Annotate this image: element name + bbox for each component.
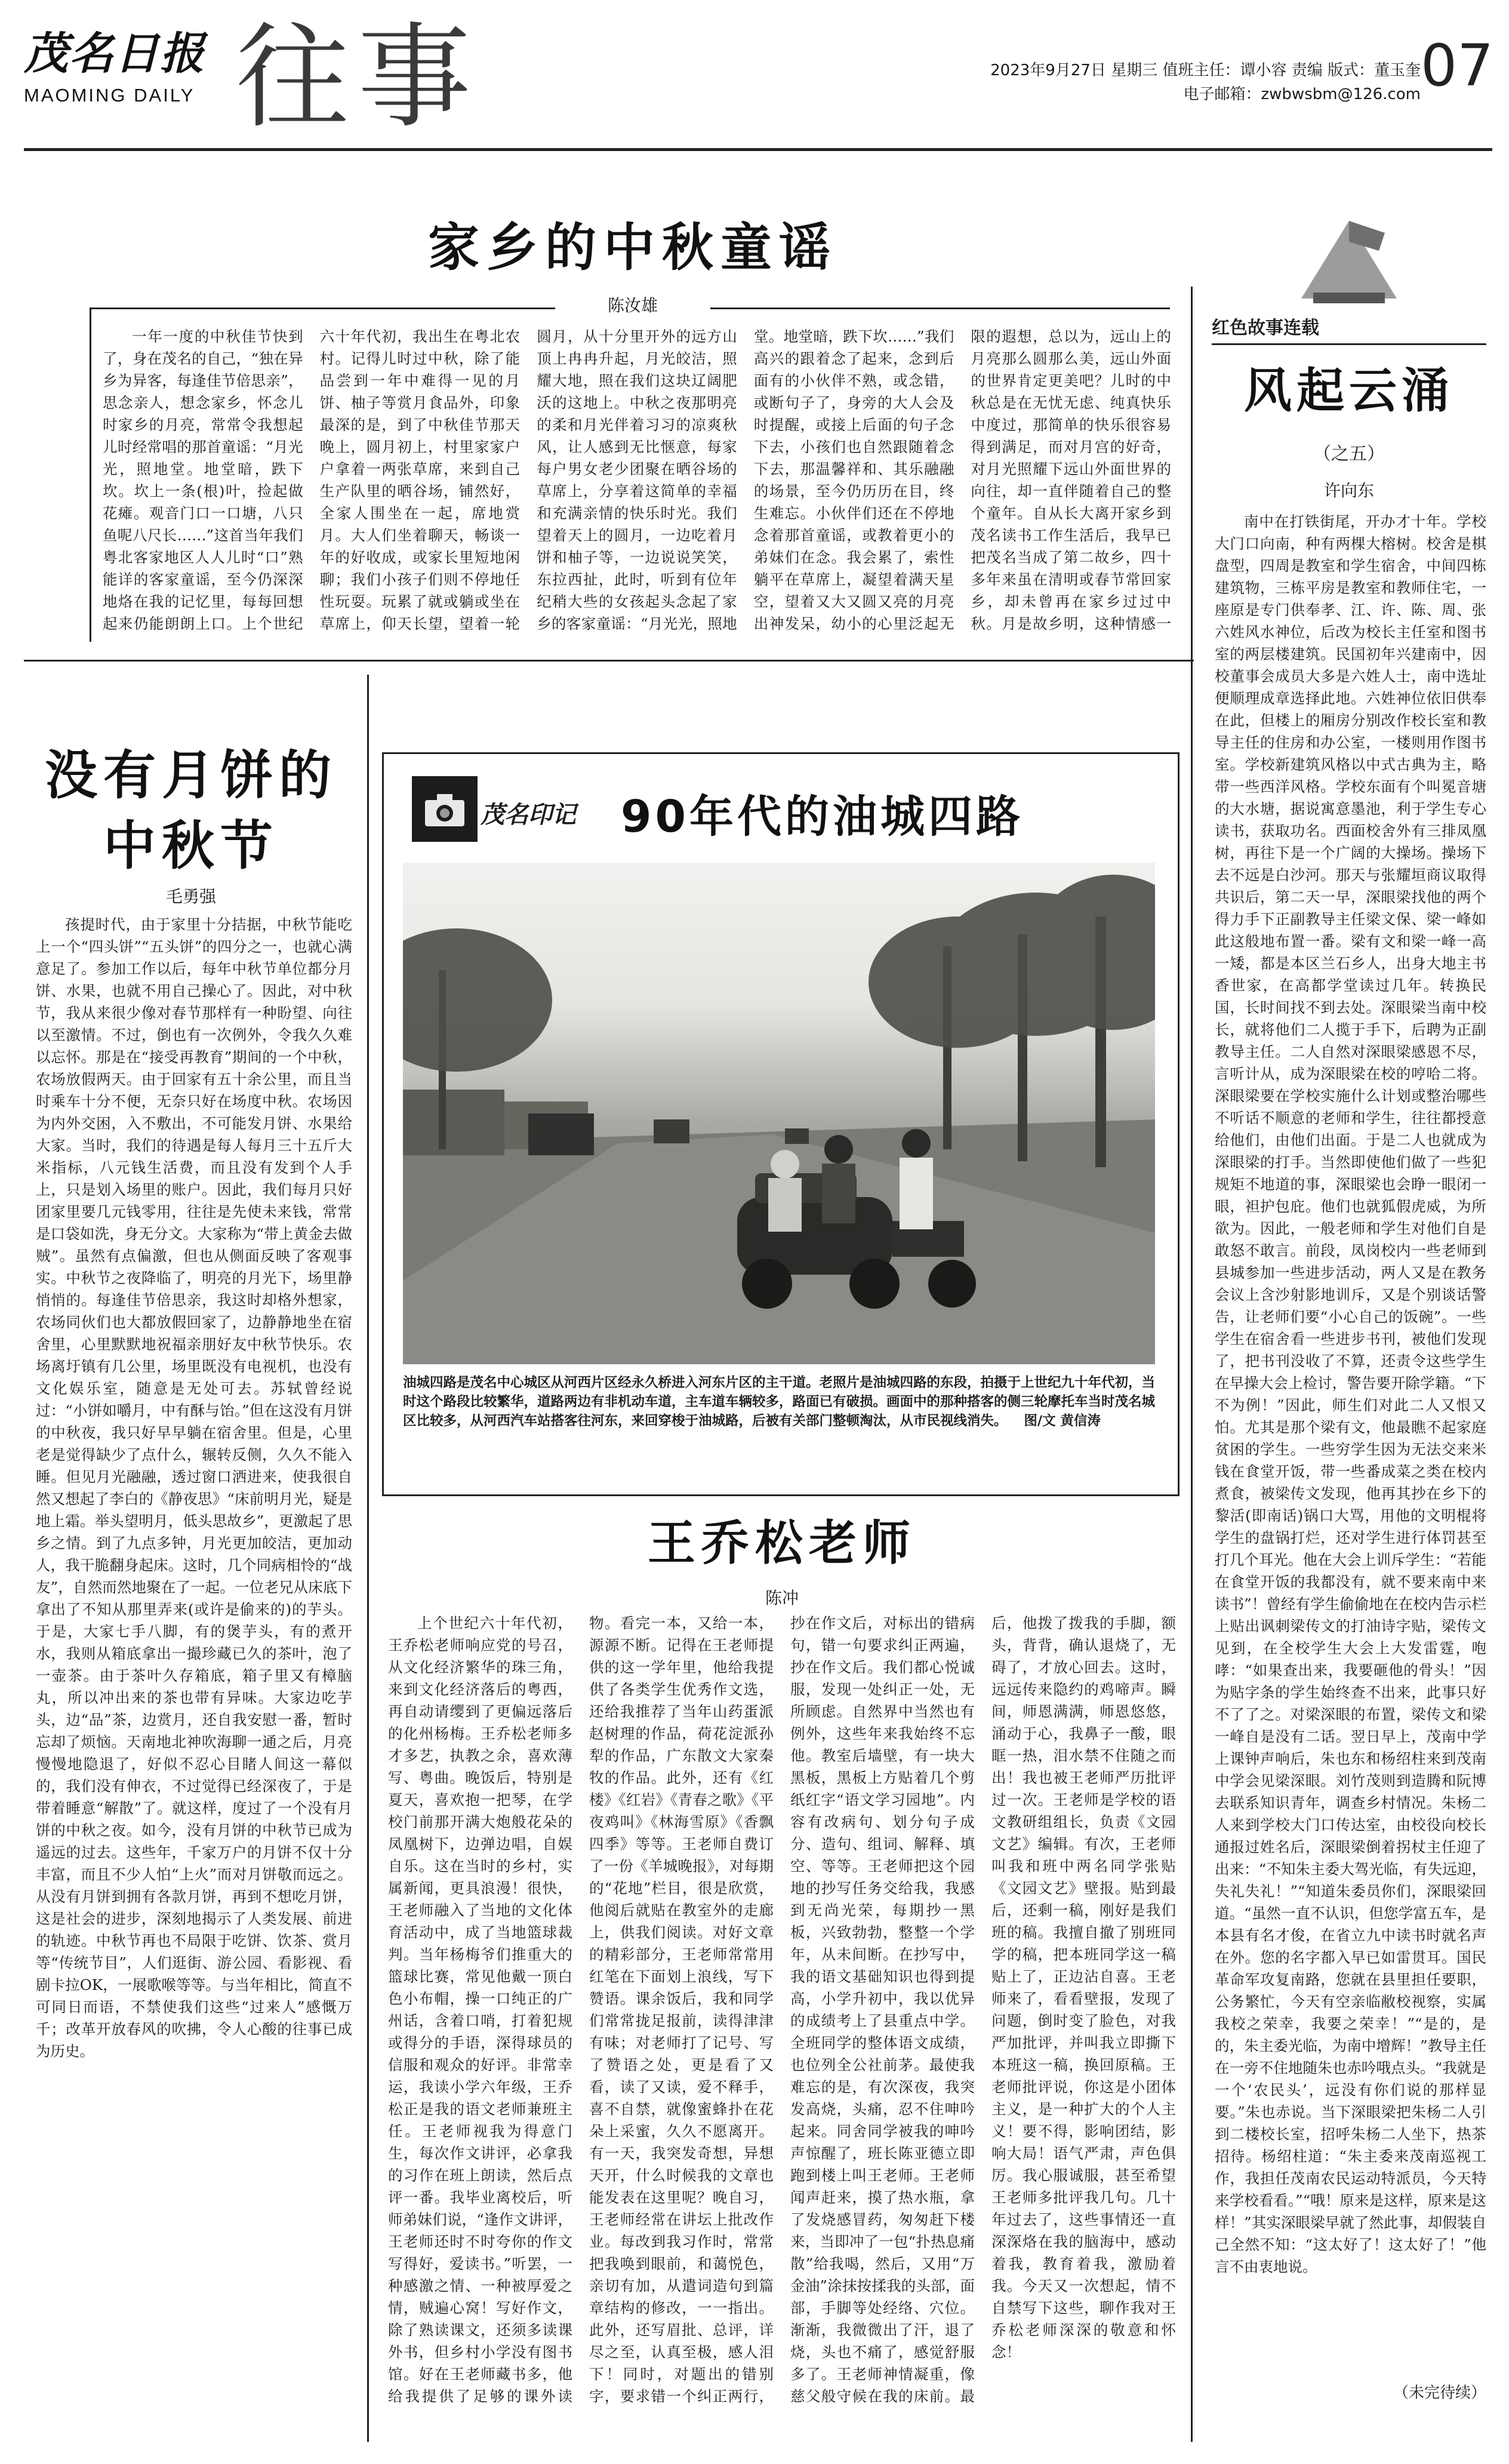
photo-caption (403, 1373, 1155, 1431)
serial-title: 风起云涌 (1244, 363, 1454, 419)
article1-frame-top (90, 307, 555, 309)
serial-text: 南中在打铁街尾，开办才十年。学校大门口向南，种有两棵大榕树。校舍是棋盘型，四周是教室和学生宿舍，中间四栋建筑物，三栋平房是教室和教师住宅，一座原是专门供奉孝、江、许、陈、周、张六姓风水神位，后改为校长主任室和图书室的两层楼建筑。民国初年兴建南中，因校董事会成员大多是六姓人士，南中选址便顺理成章选择此地。六姓神位依旧供奉在此，但楼上的厢房分别改作校长室和教导主任的住房和办公室，一楼则用作图书室。学校新建筑风格以中式古典为主，略带一些西洋风格。学校东面有个叫冕音塘的大水塘，据说寓意墨池，利于学生专心读书，获取功名。西面校舍外有三排凤凰树，再往下是一个广阔的大操场。操场下去不远是白沙河。那天与张耀垣商议取得共识后，第二天一早，深眼梁找他的两个得力手下正副教导主任梁文保、梁一峰如此这般地布置一番。梁有文和梁一峰一高一矮，都是本区兰石乡人，出身大地主书香世家，在高都学堂读过几年。转换民国，长时间找不到去处。深眼梁当南中校长，就将他们二人揽于手下，后聘为正副教导主任。二人自然对深眼梁感恩不尽，言听计从，成为深眼梁在校的哼哈二将。深眼梁要在学校实施什么计划或整治哪些不听话不顺意的老师和学生，往往都授意给他们，由他们出面。于是二人也就成为深眼梁的打手。当然即使他们做了一些犯规矩不地道的事，深眼梁也会睁一眼闭一眼，袒护包庇。他们也就狐假虎威，为所欲为。因此，一般老师和学生对他们自是敢怒不敢言。前段，凤岗校内一些老师到县城参加一些进步活动，两人又是在教务会议上含沙射影地训斥，又是个别谈话警告，让老师们要“小心自己的饭碗”。一些学生在宿舍看一些进步书刊，被他们发现了，把书刊没收了不算，还责令这些学生在早操大会上检讨，警告要开除学籍。“下不为例！”因此，师生们对此二人又恨又怕。尤其是那个梁有文，他最瞧不起家庭贫困的学生。一些穷学生因为无法交来米钱在食堂开饭，带一些番成菜之类在校内煮食，被梁传文发现，他再其抄在乡下的黎活(即南话)锅口大骂，用他的文明棍将学生的盘锅打烂，还对学生进行体罚甚至打几个耳光。他在大会上训斥学生：“若能在食堂开饭的我都没有，就不要来南中来读书”！曾经有学生偷偷地在在校内告示栏上贴出讽刺梁传文的打油诗字贴，梁传文见到，在全校学生大会上大发雷霆，咆哮：“如果查出来，我要砸他的骨头！”因为贴字条的学生始终查不出来，此事只好不了了之。对梁深眼的布置，梁传文和梁一峰自是没有二话。翌日早上，茂南中学上课钟声响后，朱也东和杨绍柱来到茂南中学会见梁深眼。刘竹茂则到造腾和阮博去联系知识青年，调查乡村情况。朱杨二人来到学校大门口传达室，由校役向校长通报过姓名后，深眼梁倒着拐杖主任迎了出来：“不知朱主委大驾光临，有失远迎，失礼失礼！”“知道朱委员你们，深眼梁回道。“虽然一直不认识，但您学富五车，是本县有名才俊，在省立九中读书时就名声在外。您的名字都入早已如雷贯耳。国民革命军攻复南路，您就在县里担任要职，公务繁忙，今天有空亲临敝校视察，实属我校之荣幸，我要之荣幸！”“是的，是的，朱主委光临，为南中增辉！”教导主任在一旁不住地随朱也赤吟哦点头。“我就是一个‘农民头’，远没有你们说的那样显要。”朱也赤说。当下深眼梁把朱杨二人引到二楼校长室，招呼朱杨二人坐下，热茶招待。杨绍柱道：“朱主委来茂南巡视工作，我担任茂南农民运动特派员，今天特来学校看看。”“哦！原来是这样，原来是这样！”其实深眼梁早就了然此事，却假装自己全然不知：“这太好了！这太好了！”他言不由衷地说。 (1215, 513, 1486, 2275)
article1-frame-top-right (710, 307, 1170, 309)
serial-body (1215, 510, 1486, 2370)
article3-author: 陈冲 (765, 1588, 799, 1608)
article2-body (36, 913, 352, 2424)
article3-body (388, 1612, 1176, 2430)
article1-body (103, 325, 1171, 636)
article1-bottom-rule (24, 660, 1194, 662)
serial-column-label: 红色故事连载 (1212, 318, 1319, 339)
serial-label-rule (1212, 343, 1486, 345)
article1-author: 陈汝雄 (607, 296, 658, 315)
serial-divider (1191, 287, 1193, 2442)
photo-caption-text: 油城四路是茂名中心城区从河西片区经永久桥进入河东片区的主干道。老照片是油城四路的东段，拍摄于上世纪九十年代初，当时这个路段比较繁华，道路两边有非机动车道，主车道车辆较多，路面已有破损。画面中的那种搭客的侧三轮摩托车当时茂名城区比较多，从河西汽车站搭客往河东，来回穿梭于油城路，后被有关部门整顿淘汰，从市民视线消失。 (403, 1375, 1156, 1429)
column-logo (412, 776, 478, 842)
article2-text: 孩提时代，由于家里十分拮据，中秋节能吃上一个“四头饼”“五头饼”的四分之一，也就心满意足了。参加工作以后，每年中秋节单位都分月饼、水果，也就不用自己操心了。因此，对中秋节，我从来很少像对春节那样有一种盼望、向往以至激情。不过，倒也有一次例外，令我久久难以忘怀。那是在“接受再教育”期间的一个中秋，农场放假两天。由于回家有五十余公里，而且当时乘车十分不便，无奈只好在场度中秋。农场因为内外交困，入不敷出，不可能发月饼、水果给大家。当时，我们的待遇是每人每月三十五斤大米指标，八元钱生活费，而且没有发到个人手上，只是划入场里的账户。因此，我们每月只好团家里要几元钱零用，往往是先使未来钱，常常是口袋如洗，身无分文。大家称为“带上黄金去做贼”。虽然有点偏激，但也从侧面反映了客观事实。中秋节之夜降临了，明亮的月光下，场里静悄悄的。每逢佳节倍思亲，我这时却格外想家，农场同伙们也大都放假回家了，边静静地坐在宿舍里，心里默默地祝福亲朋好友中秋节快乐。农场离圩镇有几公里，场里既没有电视机，也没有文化娱乐室，随意是无处可去。苏轼曾经说过：“小饼如嚼月，中有酥与饴。”但在这没有月饼的中秋夜，我只好早早躺在宿舍里。但是，心里老是觉得缺少了点什么，辗转反侧，久久不能入睡。但见月光融融，透过窗口洒进来，使我很自然又想起了李白的《静夜思》“床前明月光，疑是地上霜。举头望明月，低头思故乡”，更激起了思乡之情。到了九点多钟，月光更加皎洁，更加动人，我干脆翻身起床。这时，几个同病相怜的“战友”，自然而然地聚在了一起。一位老兄从床底下拿出了不知从那里弄来(或许是偷来的)的芋头。于是，大家七手八脚，有的煲芋头，有的煮开水，我则从箱底拿出一撮珍藏已久的茶叶，泡了一壶茶。由于茶叶久存箱底，箱子里又有樟脑丸，所以冲出来的茶也带有异味。大家边吃芋头，边“品”茶，边赏月，还自我安慰一番，暂时忘却了烦恼。天南地北神吹海聊一通之后，月亮慢慢地隐退了，好似不忍心目睹人间这一幕似的，我们没有伸衣，不过觉得已经深夜了，于是带着睡意“解散”了。就这样，度过了一个没有月饼的中秋之夜。如今，没有月饼的中秋节已成为遥远的过去。这些年，千家万户的月饼不仅十分丰富，而且不少人怕“上火”而对月饼敬而远之。从没有月饼到拥有各款月饼，再到不想吃月饼，这是社会的进步，深刻地揭示了人类发展、前进的轨迹。中秋节再也不局限于吃饼、饮茶、赏月等“传统节目”，人们逛街、游公园、看影视、看剧卡拉OK，一展歌喉等等。与当年相比，简直不可同日而语，不禁使我们这些“过来人”感慨万千；改革开放春风的吹拂，令人心酸的往事已成为历史。 (36, 916, 352, 2060)
red-flag-icon (1277, 209, 1421, 310)
date-line: 2023年9月27日 星期三 值班主任：谭小容 责编 版式：董玉奎 (990, 61, 1421, 79)
serial-end-note: （未完待续） (1393, 2384, 1486, 2402)
photo-feature-title: 90年代的油城四路 (621, 791, 1024, 842)
article1-title: 家乡的中秋童谣 (428, 218, 837, 278)
article1-text: 一年一度的中秋佳节快到了，身在茂名的自己，“独在异乡为异客，每逢佳节倍思亲”，思念亲人，想念家乡，怀念儿时家乡的月亮，常常令我想起儿时经常唱的那首童谣：“月光光，照地堂。地堂暗，跌下坎。坎上一条(根)叶，捡起做花瘫。观音门口一口塘，八只鱼呢八尺长……”这首当年我们粤北客家地区人人儿时“口”熟能详的客家童谣，至今仍深深地烙在我的记忆里，每每回想起来仍能朗朗上口。上个世纪六十年代初，我出生在粤北农村。记得儿时过中秋，除了能品尝到一年中难得一见的月饼、柚子等赏月食品外，印象最深的是，到了中秋佳节那天晚上，圆月初上，村里家家户户拿着一两张草席，来到自己生产队里的晒谷场，铺然好，全家人围坐在一起，席地赏月。大人们坐着聊天，畅谈一年的好收成，或家长里短地闲聊；我们小孩子们则不停地任性玩耍。玩累了就或躺或坐在草席上，仰天长望，望着一轮圆月，从十分里开外的远方山顶上冉冉升起，月光皎洁，照耀大地，照在我们这块辽阔肥沃的这地上。中秋之夜那明亮的柔和月光伴着习习的凉爽秋风，让人感到无比惬意，每家每户男女老少团聚在晒谷场的草席上，分享着这简单的幸福和充满亲情的快乐时光。我们望着天上的圆月，一边吃着月饼和柚子等，一边说说笑笑，东拉西扯，此时，听到有位年纪稍大些的女孩起头念起了家乡的客家童谣：“月光光，照地堂。地堂暗，跌下坎……”我们高兴的跟着念了起来，念到后面有的小伙伴不熟，或念错，或断句子了，身旁的大人会及时提醒，或接上后面的句子念下去，小孩们也自然跟随着念下去，那温馨祥和、其乐融融的场景，至今仍历历在目，终生难忘。小伙伴们还在不停地念着那首童谣，或教着更小的弟妹们在念。我会累了，索性躺平在草席上，凝望着满天星空，望着又大又圆又亮的月亮出神发呆，幼小的心里泛起无限的遐想，总以为，远山上的月亮那么圆那么美，远山外面的世界肯定更美吧？儿时的中秋总是在无忧无虑、纯真快乐中度过，那简单的快乐很容易得到满足，而对月宫的好奇，对月光照耀下远山外面世界的向往，却一直伴随着自己的整个童年。自从长大离开家乡到茂名读书工作生活后，我早已把茂名当成了第二故乡，四十多年来虽在清明或春节常回家乡，却未曾再在家乡过过中秋。月是故乡明，这种情感一 (103, 328, 1171, 632)
street-photo (403, 863, 1155, 1364)
article1-frame-left (90, 307, 91, 642)
section-title: 往事 (236, 11, 480, 143)
masthead-rule (24, 148, 1492, 151)
camera-icon (412, 776, 478, 842)
serial-author: 许向东 (1323, 481, 1374, 500)
street-photo-illustration (403, 863, 1155, 1364)
serial-subtitle: （之五） (1313, 444, 1385, 465)
article2-title: 没有月饼的中秋节 (44, 745, 337, 876)
article3-title: 王乔松老师 (648, 1515, 916, 1571)
page-number: 07 (1421, 32, 1494, 99)
serial-column-emblem (1277, 209, 1421, 310)
article3-text: 上个世纪六十年代初，王乔松老师响应党的号召，从文化经济繁华的珠三角，来到文化经济落后的粤西，再自动请缨到了更偏远落后的化州杨梅。王乔松老师多才多艺，执教之余，喜欢薄写、粤曲。晚饭后，特别是夏天，喜欢抱一把琴，在学校门前那开满大炮般花朵的凤凰树下，边弹边唱，自娱自乐。这在当时的乡村，实属新闻，更具浪漫！很快，王老师融入了当地的文化体育活动中，成了当地篮球裁判。当年杨梅爷们推重大的篮球比赛，常见他戴一顶白色小布帽，操一口纯正的广州话，含着口哨，打着犯规或得分的手语，深得球员的信服和观众的好评。非常幸运，我读小学六年级，王乔松正是我的语文老师兼班主任。王老师视我为得意门生，每次作文讲评，必拿我的习作在班上朗读，然后点评一番。我毕业离校后，听师弟妹们说，“逢作文讲评，王老师还时不时夸你的作文写得好，爱读书。”听罢，一种感激之情、一种被厚爱之情，贼遍心窝！写好作文，除了熟读课文，还须多读课外书，但乡村小学没有图书馆。好在王老师藏书多，他给我提供了足够的课外读物。看完一本，又给一本，源源不断。记得在王老师提供的这一学年里，他给我提供了各类学生优秀作文选，还给我推荐了当年山药蛋派赵树理的作品，荷花淀派孙犁的作品，广东散文大家秦牧的作品。此外，还有《红楼》《红岩》《青春之歌》《平夜鸡叫》《林海雪原》《香飘四季》等等。王老师自费订了一份《羊城晚报》，对每期的“花地”栏目，很是欣赏，他阅后就贴在教室外的走廊上，供我们阅读。对好文章的精彩部分，王老师常常用红笔在下面划上浪线，写下赞语。课余饭后，我和同学们常常拢足报前，读得津津有味；对老师打了记号、写了赞语之处，更是看了又看，读了又读，爱不释手，喜不自禁，就像蜜蜂扑在花朵上采蜜，久久不愿离开。有一天，我突发奇想，异想天开，什么时候我的文章也能发表在这里呢？晚自习，王老师经常在讲坛上批改作业。每改到我习作时，常常把我唤到眼前，和蔼悦色，亲切有加，从遣词造句到篇章结构的修改，一一指出。此外，还写眉批、总评，详尽之至，认真至极，感人泪下！同时，对题出的错别字，要求错一个纠正两行，抄在作文后，对标出的错病句，错一句要求纠正两遍，抄在作文后。我们都心悦诚服，发现一处纠正一处，无所顾虑。自然界中当然也有例外，这些年来我始终不忘他。教室后墙壁，有一块大黑板，黑板上方贴着几个剪纸红字“语文学习园地”。内容有改病句、划分句子成分、造句、组词、解释、填空、等等。王老师把这个园地的抄写任务交给我，我感到无尚光荣，每期抄一黑板，兴致勃勃，整整一个学年，从未间断。在抄写中，我的语文基础知识也得到提高，小学升初中，我以优异的成绩考上了县重点中学。全班同学的整体语文成绩，也位列全公社前茅。最使我难忘的是，有次深夜，我突发高烧，头痛，忍不住呻吟起来。同舍同学被我的呻吟声惊醒了，班长陈亚德立即跑到楼上叫王老师。王老师闻声赶来，摸了热水瓶，拿了发烧感冒药，匆匆赶下楼来，当即冲了一包“扑热息痛散”给我喝，然后，又用“万金油”涂抹按揉我的头部，面部，手脚等处经络、穴位。渐渐，我微微出了汗，退了烧，头也不痛了，感觉舒服多了。王老师神情凝重，像慈父般守候在我的床前。最后，他拨了拨我的手脚，额头，背背，确认退烧了，无碍了，才放心回去。这时，远远传来隐约的鸡啼声。瞬间，师恩满满，师恩悠悠，涌动于心，我鼻子一酸，眼眶一热，泪水禁不住随之而出！我也被王老师严历批评过一次。王老师是学校的语文教研组组长，负责《文园文艺》编辑。有次，王老师叫我和班中两名同学张贴《文园文艺》壁报。贴到最后，还剩一稿，刚好是我们班的稿。我擅自撤了别班同学的稿，把本班同学这一稿贴上了，正边沾自喜。王老师来了，看看壁报，发现了问题，倒时变了脸色，对我严加批评，并叫我立即撕下本班这一稿，换回原稿。王老师批评说，你这是小团体主义，是一种扩大的个人主义！要不得，影响团结，影响大局！语气严肃，声色俱厉。我心服诚服，甚至希望王老师多批评我几句。几十年过去了，这些事情还一直深深烙在我的脑海中，感动着我，教育着我，激励着我。今天又一次想起，情不自禁写下这些，聊作我对王乔松老师深深的敬意和怀念！ (388, 1614, 1176, 2405)
email-line: 电子邮箱：zwbwsbm@126.com (1183, 85, 1421, 103)
paper-name: 茂名日报 (24, 28, 205, 79)
column-logo-label: 茂名印记 (481, 801, 576, 829)
paper-logo (24, 24, 221, 119)
paper-name-en: MAOMING DAILY (24, 85, 195, 106)
left-column-divider (367, 675, 369, 2442)
article2-author: 毛勇强 (165, 887, 216, 906)
photo-credit: 图/文 黄信涛 (1024, 1413, 1101, 1429)
